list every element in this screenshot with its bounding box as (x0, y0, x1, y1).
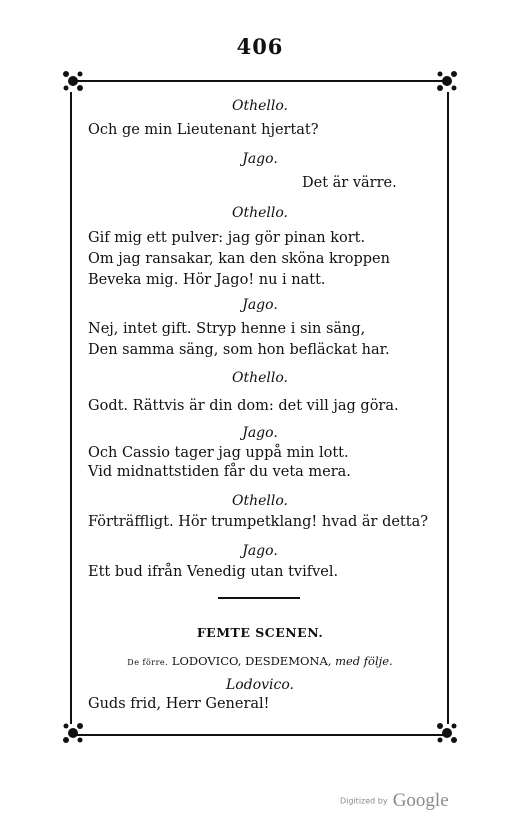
verse-line: Gif mig ett pulver: jag gör pinan kort. (88, 230, 366, 246)
speaker-name: Jago. (242, 151, 278, 167)
page-number: 406 (236, 34, 284, 59)
verse-line: Om jag ransakar, kan den sköna kroppen (88, 251, 390, 267)
verse-line: Och Cassio tager jag uppå min lott. (88, 445, 349, 461)
speaker-name: Othello. (232, 370, 288, 386)
scene-divider-rule (218, 597, 300, 599)
speaker-name: Jago. (242, 543, 278, 559)
verse-line: Och ge min Lieutenant hjertat? (88, 122, 319, 138)
speaker-name: Lodovico. (226, 677, 294, 693)
verse-line: Godt. Rättvis är din dom: det vill jag göra. (88, 398, 399, 414)
corner-ornament-icon (436, 722, 458, 744)
corner-ornament-icon (62, 70, 84, 92)
speaker-name: Othello. (232, 205, 288, 221)
corner-ornament-icon (62, 722, 84, 744)
speaker-name: Othello. (232, 493, 288, 509)
speaker-name: Othello. (232, 98, 288, 114)
google-logo: Google (392, 790, 449, 811)
verse-line: Förträffligt. Hör trumpetklang! hvad är detta? (88, 514, 428, 530)
watermark-small-text: Digitized by (340, 796, 388, 806)
verse-line: Vid midnattstiden får du veta mera. (88, 464, 351, 480)
google-watermark (340, 790, 449, 812)
verse-line: Den samma säng, som hon befläckat har. (88, 342, 390, 358)
verse-line: Nej, intet gift. Stryp henne i sin säng, (88, 321, 366, 337)
verse-line: Det är värre. (302, 175, 397, 191)
verse-line: Beveka mig. Hör Jago! nu i natt. (88, 272, 326, 288)
corner-ornament-icon (436, 70, 458, 92)
verse-line: Ett bud ifrån Venedig utan tvifvel. (88, 564, 339, 580)
speaker-name: Jago. (242, 425, 278, 441)
stage-direction (0, 654, 520, 668)
speaker-name: Jago. (242, 297, 278, 313)
stage-direction-prefix: De förre. (127, 658, 169, 667)
scene-heading: FEMTE SCENEN. (196, 625, 324, 640)
stage-direction-names: LODOVICO, DESDEMONA, (171, 654, 332, 668)
verse-line: Guds frid, Herr General! (88, 696, 270, 712)
stage-direction-italic: med följe. (335, 654, 393, 668)
